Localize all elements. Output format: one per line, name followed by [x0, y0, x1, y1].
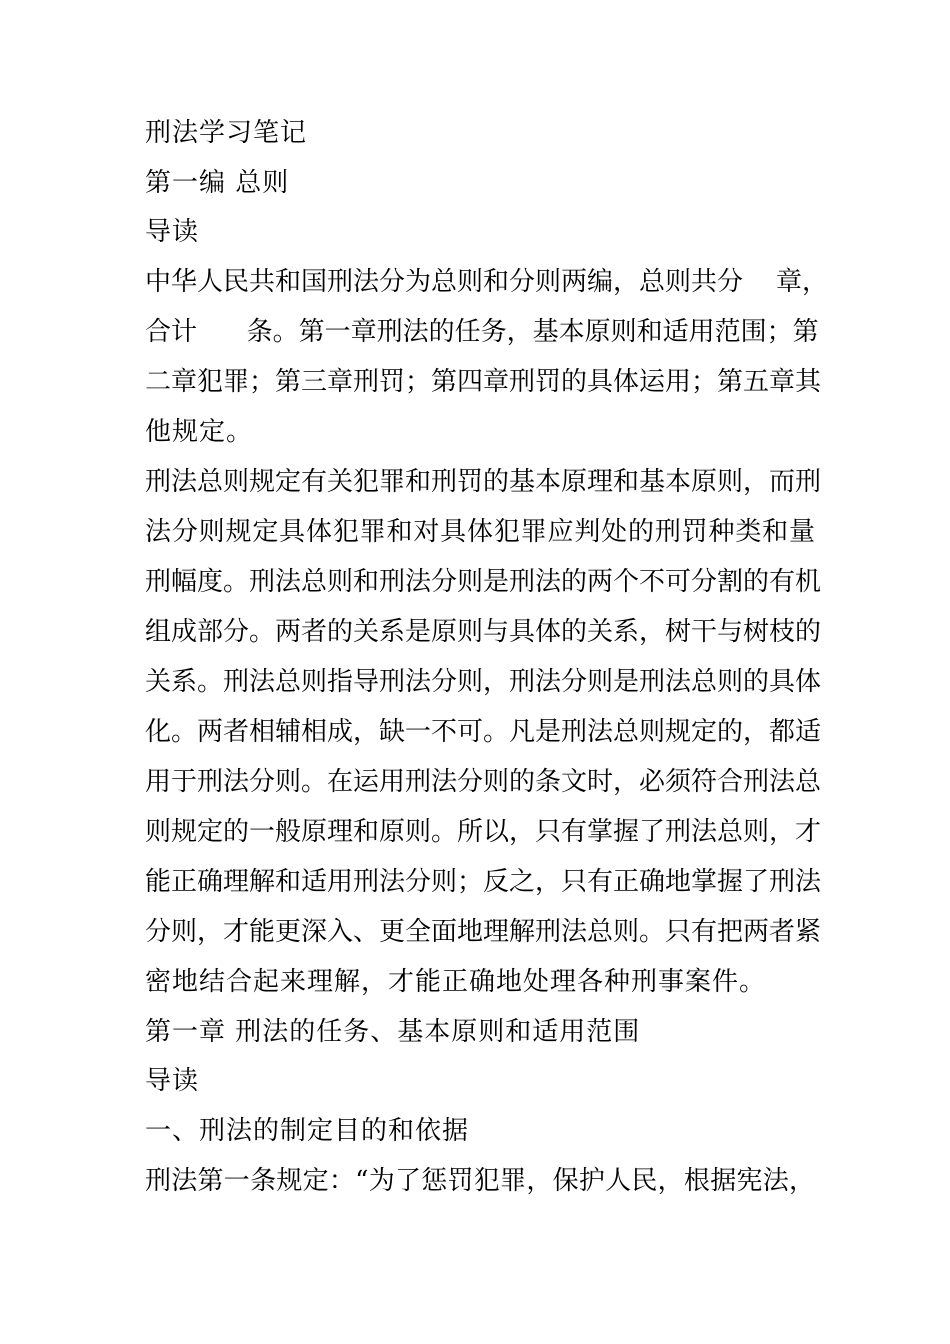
intro-heading: 导读: [145, 1066, 200, 1096]
section-heading: 一、刑法的制定目的和依据: [145, 1116, 470, 1146]
paragraph-line: 刑幅度。刑法总则和刑法分则是刑法的两个不可分割的有机: [145, 567, 822, 597]
paragraph-line: 化。两者相辅相成，缺一不可。凡是刑法总则规定的，都适: [145, 717, 822, 747]
paragraph-line: 法分则规定具体犯罪和对具体犯罪应判处的刑罚种类和量: [145, 517, 815, 547]
paragraph-line: 关系。刑法总则指导刑法分则，刑法分则是刑法总则的具体: [145, 667, 822, 697]
paragraph-line: 合计 条。第一章刑法的任务，基本原则和适用范围；第: [145, 317, 819, 347]
part-heading: 第一编 总则: [145, 168, 290, 198]
chapter-heading: 第一章 刑法的任务、基本原则和适用范围: [145, 1017, 641, 1047]
paragraph-line: 能正确理解和适用刑法分则；反之，只有正确地掌握了刑法: [145, 867, 822, 897]
paragraph-line: 则规定的一般原理和原则。所以，只有掌握了刑法总则，才: [145, 817, 822, 847]
paragraph-line: 他规定。: [145, 417, 254, 447]
paragraph-line: 组成部分。两者的关系是原则与具体的关系，树干与树枝的: [145, 617, 822, 647]
intro-heading: 导读: [145, 217, 200, 247]
paragraph-line: 刑法总则规定有关犯罪和刑罚的基本原理和基本原则，而刑: [145, 467, 822, 497]
paragraph-line: 用于刑法分则。在运用刑法分则的条文时，必须符合刑法总: [145, 767, 822, 797]
paragraph-line: 二章犯罪；第三章刑罚；第四章刑罚的具体运用；第五章其: [145, 367, 822, 397]
paragraph-line: 刑法第一条规定：“为了惩罚犯罪，保护人民，根据宪法，: [145, 1166, 815, 1196]
paragraph-line: 分则，才能更深入、更全面地理解刑法总则。只有把两者紧: [145, 917, 822, 947]
document-title: 刑法学习笔记: [145, 118, 308, 148]
paragraph-line: 中华人民共和国刑法分为总则和分则两编，总则共分 章，: [145, 267, 829, 297]
paragraph-line: 密地结合起来理解，才能正确地处理各种刑事案件。: [145, 967, 767, 997]
